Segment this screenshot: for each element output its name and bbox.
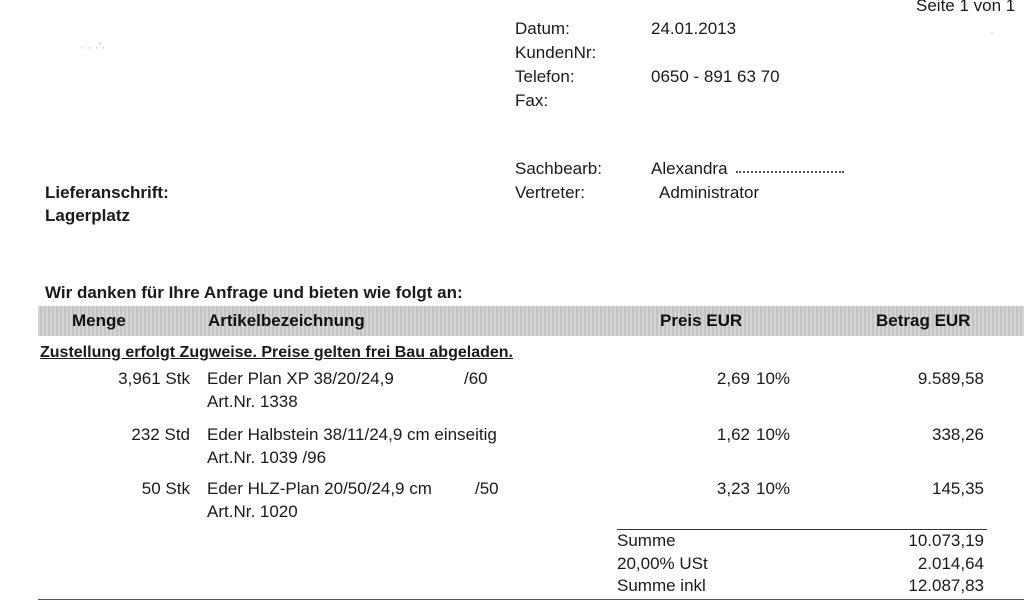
row-betrag: 145,35	[932, 479, 984, 498]
totals-top-rule	[617, 529, 987, 530]
datum-label: Datum:	[515, 19, 570, 38]
smudged-surname	[736, 166, 844, 173]
row-artnr: Art.Nr. 1039 /96	[207, 448, 327, 467]
vertreter-label: Vertreter:	[515, 183, 585, 202]
delivery-note: Zustellung erfolgt Zugweise. Preise gelten frei Bau abgeladen.	[40, 344, 513, 361]
tax-label: 20,00% USt	[617, 554, 708, 573]
row-betrag: 9.589,58	[917, 369, 984, 388]
scan-speck: · · ·ʼ·	[80, 40, 106, 54]
grand-total-label: Summe inkl	[617, 576, 706, 595]
row-menge: 232 Std	[131, 425, 190, 444]
sachbearb-name: Alexandra	[651, 159, 728, 178]
row-suffix: /50	[475, 479, 499, 498]
lieferanschrift-value: Lagerplatz	[45, 206, 131, 225]
datum-value: 24.01.2013	[651, 19, 737, 38]
row-preis: 1,62	[716, 425, 750, 444]
header-preis: Preis EUR	[660, 311, 743, 330]
page-indicator: Seite 1 von 1	[916, 0, 1016, 15]
grand-total-value: 12.087,83	[908, 576, 984, 595]
row-artnr: Art.Nr. 1020	[207, 502, 298, 521]
sachbearb-value	[651, 159, 844, 179]
row-rabatt: 10%	[756, 369, 791, 388]
kundennr-label: KundenNr:	[515, 43, 597, 62]
row-suffix: /60	[464, 369, 488, 388]
row-betrag: 338,26	[932, 425, 984, 444]
row-artikel: Eder HLZ-Plan 20/50/24,9 cm	[207, 479, 432, 498]
sachbearb-label: Sachbearb:	[515, 159, 602, 178]
telefon-label: Telefon:	[515, 67, 575, 86]
header-betrag: Betrag EUR	[876, 311, 971, 330]
row-rabatt: 10%	[756, 425, 791, 444]
table-header	[38, 306, 1024, 336]
row-preis: 2,69	[716, 369, 750, 388]
row-menge: 50 Stk	[141, 479, 190, 498]
vertreter-value: Administrator	[659, 183, 760, 202]
header-artikel: Artikelbezeichnung	[208, 311, 365, 330]
total-value: 10.073,19	[908, 531, 984, 550]
row-rabatt: 10%	[756, 479, 791, 498]
row-artikel: Eder Halbstein 38/11/24,9 cm einseitig	[207, 425, 497, 444]
tax-value: 2.014,64	[917, 554, 984, 573]
intro-text: Wir danken für Ihre Anfrage und bieten wie folgt an:	[45, 283, 463, 302]
telefon-value: 0650 - 891 63 70	[651, 67, 780, 86]
total-label: Summe	[617, 531, 676, 550]
scan-speck: ˈ	[990, 30, 994, 44]
row-menge: 3,961 Stk	[118, 369, 190, 388]
fax-label: Fax:	[515, 91, 549, 110]
header-menge: Menge	[72, 311, 126, 330]
row-preis: 3,23	[716, 479, 750, 498]
row-artnr: Art.Nr. 1338	[207, 392, 298, 411]
bottom-rule	[38, 599, 1024, 600]
lieferanschrift-label: Lieferanschrift:	[45, 183, 169, 202]
row-artikel: Eder Plan XP 38/20/24,9	[207, 369, 394, 388]
